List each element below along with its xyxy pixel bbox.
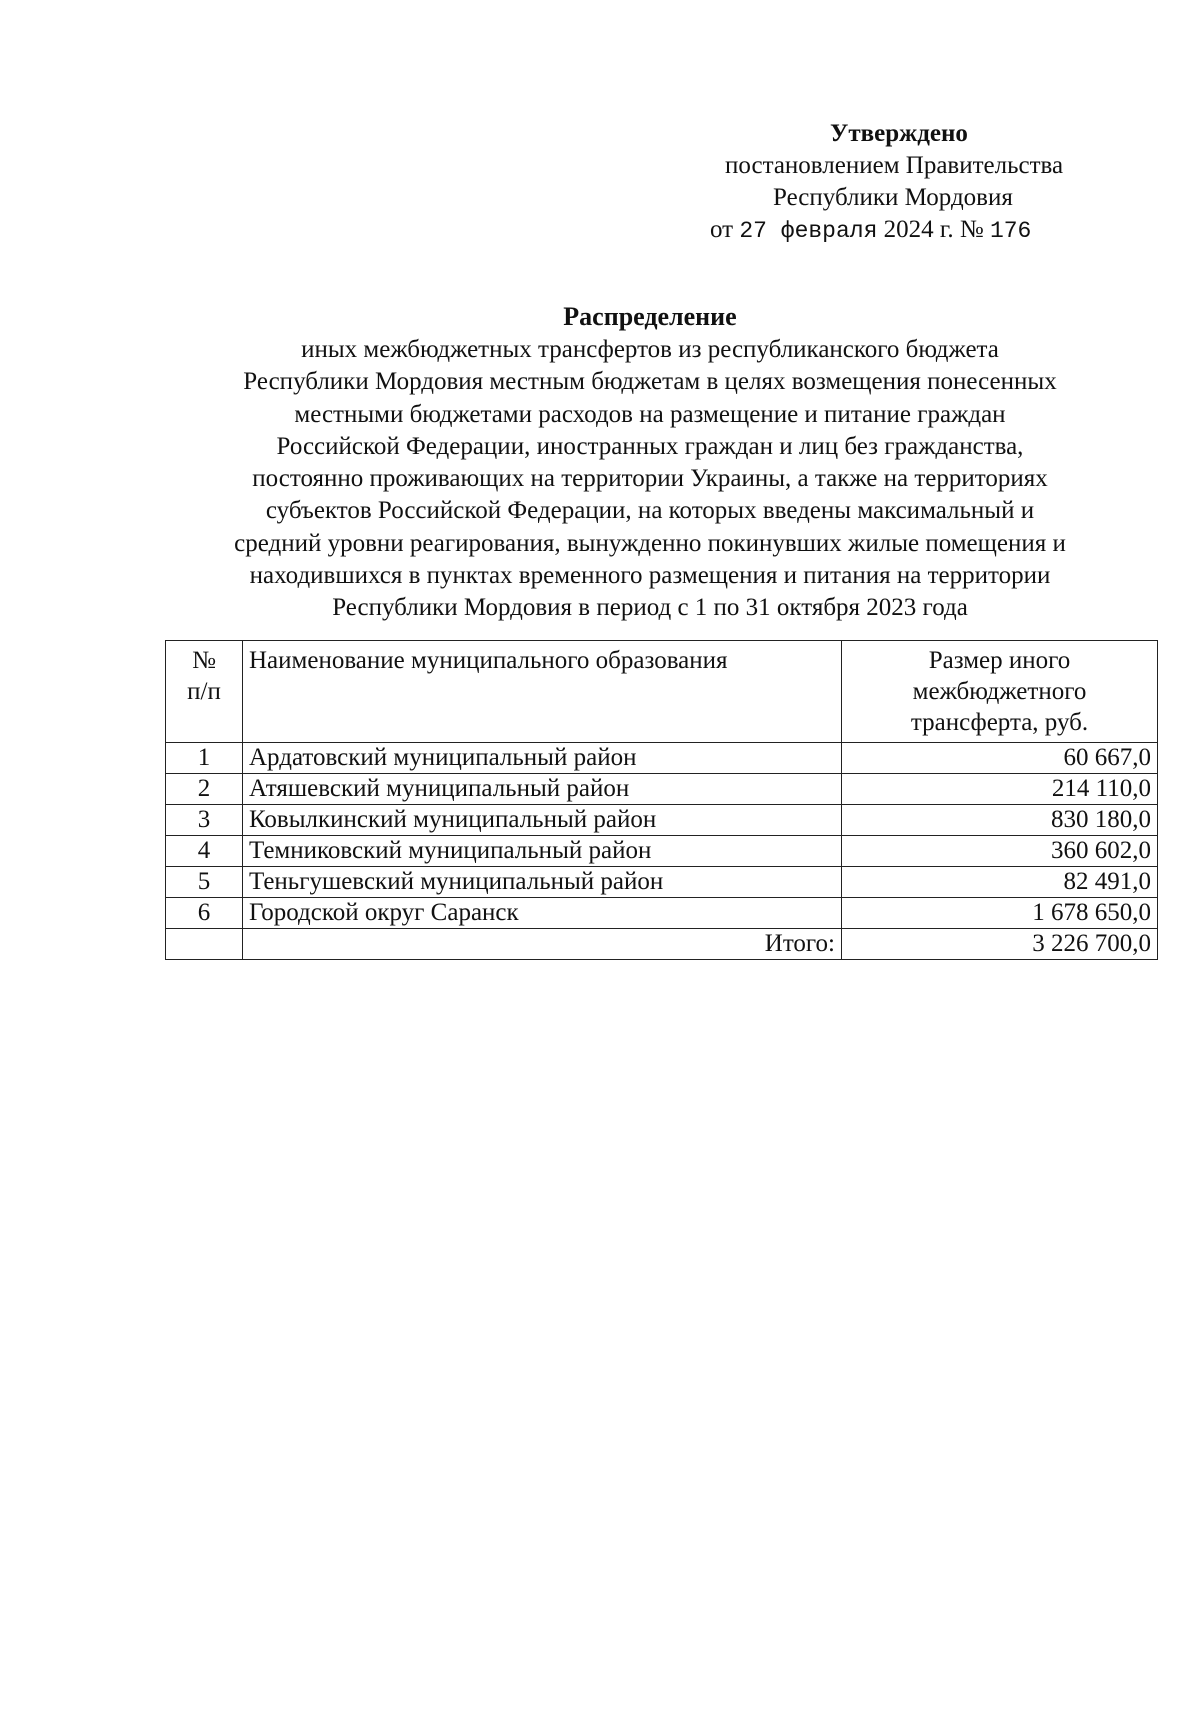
table-header-row — [166, 641, 1158, 743]
row-number: 3 — [166, 805, 243, 836]
table-row — [166, 836, 1158, 867]
row-name: Темниковский муниципальный район — [243, 836, 842, 867]
approval-date-prefix: от — [710, 216, 734, 243]
subtitle-line: Республики Мордовия в период с 1 по 31 октября 2023 года — [332, 594, 968, 622]
row-name: Ковылкинский муниципальный район — [243, 805, 842, 836]
row-amount: 82 491,0 — [842, 867, 1158, 898]
approval-year: 2024 г. № — [883, 216, 984, 243]
row-amount: 60 667,0 — [842, 743, 1158, 774]
total-amount: 3 226 700,0 — [842, 929, 1158, 960]
row-name: Городской округ Саранск — [243, 898, 842, 929]
total-number-empty — [166, 929, 243, 960]
approval-block — [660, 118, 1130, 247]
header-amount-line: трансферта, руб. — [910, 709, 1089, 736]
approval-date: 27 февраля — [739, 218, 878, 244]
table-row — [166, 867, 1158, 898]
row-amount: 1 678 650,0 — [842, 898, 1158, 929]
table-row — [166, 774, 1158, 805]
header-name: Наименование муниципального образования — [243, 641, 842, 743]
row-name: Атяшевский муниципальный район — [243, 774, 842, 805]
table-row — [166, 898, 1158, 929]
header-amount-line: Размер иного — [928, 647, 1071, 674]
subtitle-line: находившихся в пунктах временного размещения и питания на территории — [249, 562, 1051, 590]
approval-number: 176 — [989, 218, 1032, 244]
header-number-symbol: № — [192, 647, 216, 674]
approval-line-republic: Республики Мордовия — [773, 184, 1013, 211]
distribution-table — [165, 640, 1158, 960]
row-number: 6 — [166, 898, 243, 929]
total-label: Итого: — [243, 929, 842, 960]
subtitle-line: местными бюджетами расходов на размещение и питание граждан — [294, 400, 1006, 428]
table-row — [166, 743, 1158, 774]
subtitle-line: иных межбюджетных трансфертов из республиканского бюджета — [301, 336, 999, 363]
subtitle-line: Российской Федерации, иностранных граждан и лиц без гражданства, — [276, 432, 1024, 460]
document-subtitle — [160, 334, 1140, 625]
row-name: Теньгушевский муниципальный район — [243, 867, 842, 898]
subtitle-line: Республики Мордовия местным бюджетам в целях возмещения понесенных — [243, 368, 1057, 396]
approval-line-resolution: постановлением Правительства — [725, 152, 1064, 179]
header-number — [166, 641, 243, 743]
subtitle-line: субъектов Российской Федерации, на которых введены максимальный и — [265, 497, 1035, 525]
row-amount: 360 602,0 — [842, 836, 1158, 867]
header-amount-line: межбюджетного — [912, 678, 1087, 705]
row-number: 4 — [166, 836, 243, 867]
header-amount — [842, 641, 1158, 743]
subtitle-line: постоянно проживающих на территории Украины, а также на территориях — [252, 465, 1048, 493]
table-row — [166, 805, 1158, 836]
approval-line-date — [660, 214, 1130, 247]
row-amount: 830 180,0 — [842, 805, 1158, 836]
table-total-row — [166, 929, 1158, 960]
subtitle-line: средний уровни реагирования, вынужденно покинувших жилые помещения и — [234, 529, 1066, 557]
approval-title: Утверждено — [830, 120, 968, 147]
row-amount: 214 110,0 — [842, 774, 1158, 805]
header-number-abbr: п/п — [187, 678, 221, 705]
row-name: Ардатовский муниципальный район — [243, 743, 842, 774]
row-number: 5 — [166, 867, 243, 898]
document-title: Распределение — [563, 302, 737, 331]
row-number: 1 — [166, 743, 243, 774]
row-number: 2 — [166, 774, 243, 805]
